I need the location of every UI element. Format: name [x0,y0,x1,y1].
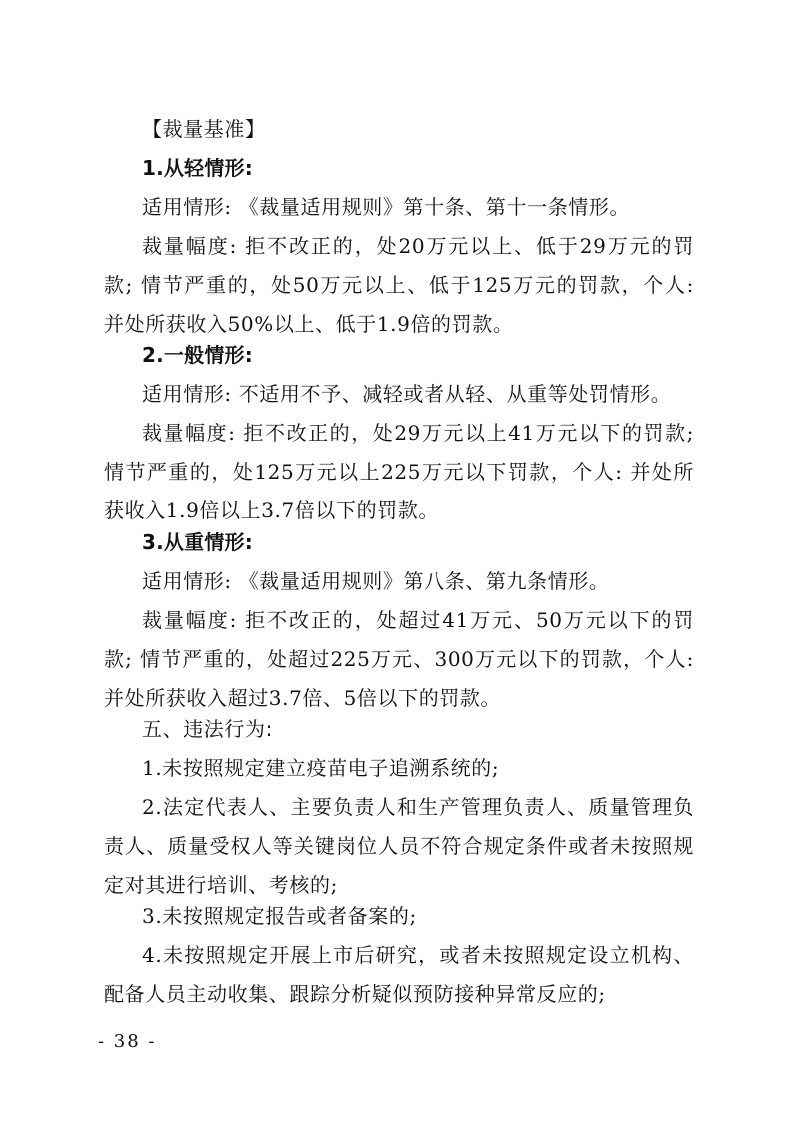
penalty-range-general-line-3: 获收入1.9倍以上3.7倍以下的罚款。 [104,498,440,522]
section-label-discretion-standard: 【裁量基准】 [142,117,266,141]
section-heading-violations: 五、违法行为: [142,717,273,741]
violation-item-1: 1.未按照规定建立疫苗电子追溯系统的; [142,756,500,780]
page-number: - 38 - [98,1031,157,1052]
penalty-range-severe-line-2: 款; 情节严重的，处超过225万元、300万元以下的罚款，个人: [104,647,694,671]
subheading-severe: 3.从重情形: [142,530,253,554]
subheading-lenient: 1.从轻情形: [142,156,253,180]
subheading-general: 2.一般情形: [142,343,253,367]
violation-item-4-line-1: 4.未按照规定开展上市后研究，或者未按照规定设立机构、 [142,943,694,967]
violation-item-2-line-3: 定对其进行培训、考核的; [104,873,338,897]
penalty-range-severe-line-1: 裁量幅度: 拒不改正的，处超过41万元、50万元以下的罚 [142,608,694,632]
violation-item-3: 3.未按照规定报告或者备案的; [142,904,417,928]
violation-item-2-line-2: 责人、质量受权人等关键岗位人员不符合规定条件或者未按照规 [104,834,694,858]
applicable-situation-lenient: 适用情形: 《裁量适用规则》第十条、第十一条情形。 [142,195,631,219]
penalty-range-general-line-1: 裁量幅度: 拒不改正的，处29万元以上41万元以下的罚款; [142,421,694,445]
violation-item-4-line-2: 配备人员主动收集、跟踪分析疑似预防接种异常反应的; [104,982,606,1006]
violation-item-2-line-1: 2.法定代表人、主要负责人和生产管理负责人、质量管理负 [142,795,694,819]
applicable-situation-severe: 适用情形: 《裁量适用规则》第八条、第九条情形。 [142,569,610,593]
penalty-range-lenient-line-2: 款; 情节严重的，处50万元以上、低于125万元的罚款，个人: [104,273,694,297]
penalty-range-general-line-2: 情节严重的，处125万元以上225万元以下罚款，个人: 并处所 [104,460,694,484]
penalty-range-severe-line-3: 并处所获收入超过3.7倍、5倍以下的罚款。 [104,686,502,710]
penalty-range-lenient-line-3: 并处所获收入50%以上、低于1.9倍的罚款。 [104,312,514,336]
penalty-range-lenient-line-1: 裁量幅度: 拒不改正的，处20万元以上、低于29万元的罚 [142,234,694,258]
applicable-situation-general: 适用情形: 不适用不予、减轻或者从轻、从重等处罚情形。 [142,382,672,406]
